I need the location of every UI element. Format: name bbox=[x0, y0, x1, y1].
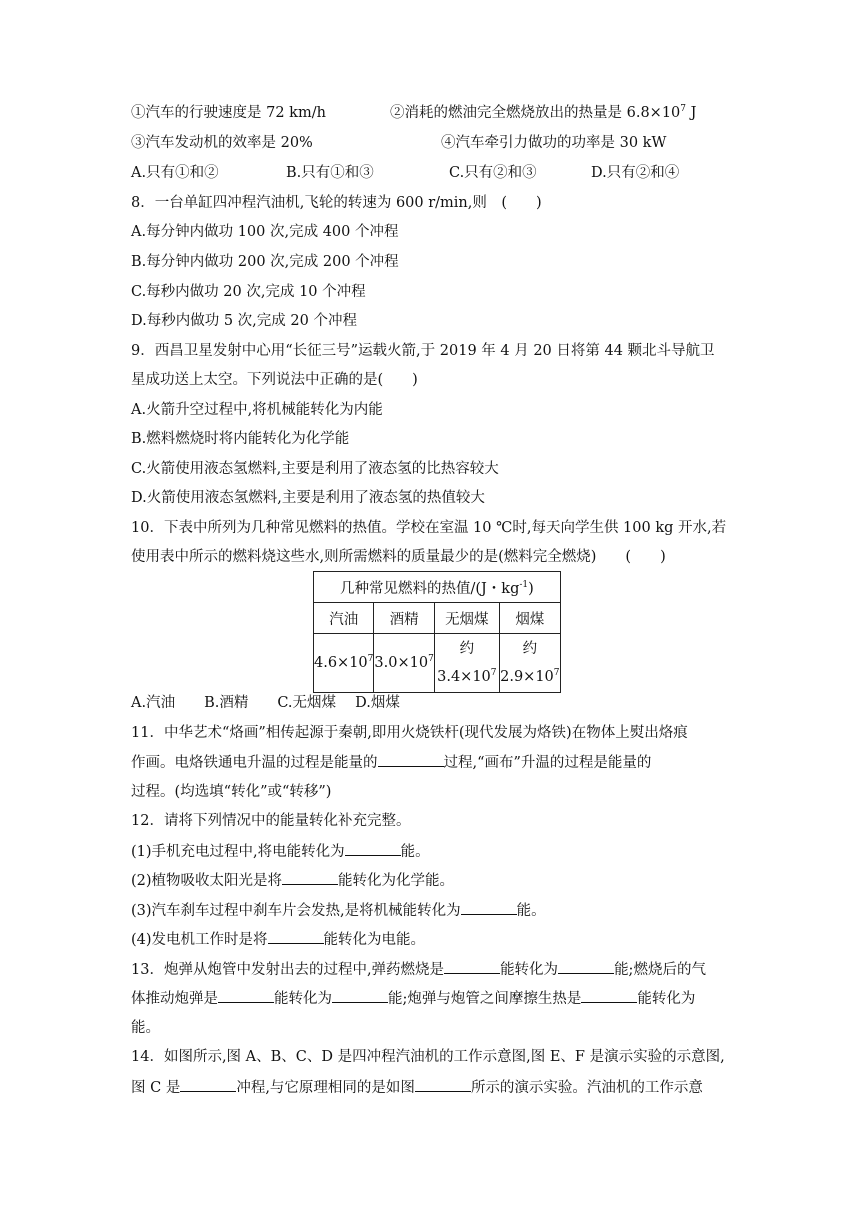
q7-option-2: ②消耗的燃油完全燃烧放出的热量是 $6.8\times 10^7$ J bbox=[390, 104, 697, 121]
answer-blank[interactable] bbox=[268, 929, 324, 944]
q9-choice-c: C.火箭使用液态氢燃料,主要是利用了液态氢的比热容较大 bbox=[131, 461, 499, 477]
table-header-alcohol: 酒精 bbox=[374, 603, 434, 634]
answer-blank[interactable] bbox=[218, 988, 274, 1003]
q10-stem-line2: 使用表中所示的燃料烧这些水,则所需燃料的质量最少的是(燃料完全燃烧) ( ) bbox=[131, 549, 666, 565]
q11-line3: 过程。(均选填“转化”或“转移”) bbox=[131, 784, 332, 800]
q8-choice-d: D.每秒内做功 5 次,完成 20 个冲程 bbox=[131, 313, 357, 329]
q12-part1: (1)手机充电过程中,将电能转化为 能。 bbox=[131, 841, 430, 862]
table-title: 几种常见燃料的热值/(J・$kg^{-1}$) bbox=[314, 572, 561, 603]
q9-choice-a: A.火箭升空过程中,将机械能转化为内能 bbox=[131, 402, 383, 418]
q7-choice-c: C.只有②和③ bbox=[449, 165, 537, 181]
q9-stem-line2: 星成功送上太空。下列说法中正确的是( ) bbox=[131, 372, 418, 388]
q8-choice-c: C.每秒内做功 20 次,完成 10 个冲程 bbox=[131, 284, 366, 300]
answer-blank[interactable] bbox=[345, 841, 401, 856]
q14-line1: 14．如图所示,图 A、B、C、D 是四冲程汽油机的工作示意图,图 E、F 是演示实验的示意图, bbox=[131, 1049, 725, 1065]
answer-blank[interactable] bbox=[558, 959, 614, 974]
answer-blank[interactable] bbox=[444, 959, 500, 974]
q10-stem-line1: 10．下表中所列为几种常见燃料的热值。学校在室温 10 ℃时,每天向学生供 100 kg 开水,若 bbox=[131, 520, 727, 536]
table-value-alcohol: $3.0\times 10^7$ bbox=[374, 634, 434, 693]
q7-choice-d: D.只有②和④ bbox=[591, 165, 680, 181]
table-value-anthracite: 约 $3.4\times 10^7$ bbox=[434, 634, 499, 693]
table-header-bituminous: 烟煤 bbox=[499, 603, 560, 634]
fuel-heat-value-table bbox=[313, 571, 561, 693]
q13-line3: 能。 bbox=[131, 1020, 160, 1036]
answer-blank[interactable] bbox=[180, 1077, 236, 1092]
q10-choices: A.汽油 B.酒精 C.无烟煤 D.烟煤 bbox=[131, 695, 400, 711]
q8-choice-b: B.每分钟内做功 200 次,完成 200 个冲程 bbox=[131, 254, 399, 270]
answer-blank[interactable] bbox=[415, 1077, 471, 1092]
table-value-bituminous: 约 $2.9\times 10^7$ bbox=[499, 634, 560, 693]
answer-blank[interactable] bbox=[461, 900, 517, 915]
q7-option-4: ④汽车牵引力做功的功率是 30 kW bbox=[441, 135, 667, 151]
table-header-gasoline: 汽油 bbox=[314, 603, 374, 634]
table-header-anthracite: 无烟煤 bbox=[434, 603, 499, 634]
q14-line2: 图 C 是 冲程,与它原理相同的是如图 所示的演示实验。汽油机的工作示意 bbox=[131, 1077, 703, 1098]
q12-stem: 12．请将下列情况中的能量转化补充完整。 bbox=[131, 813, 411, 829]
q11-line2: 作画。电烙铁通电升温的过程是能量的 过程,“画布”升温的过程是能量的 bbox=[131, 752, 651, 773]
q9-choice-b: B.燃料燃烧时将内能转化为化学能 bbox=[131, 431, 350, 447]
table-value-gasoline: $4.6\times 10^7$ bbox=[314, 634, 374, 693]
q11-line1: 11．中华艺术“烙画”相传起源于秦朝,即用火烧铁杆(现代发展为烙铁)在物体上熨出烙痕 bbox=[131, 725, 688, 741]
q7-option-1: ①汽车的行驶速度是 72 km/h bbox=[131, 105, 326, 121]
q9-stem-line1: 9．西昌卫星发射中心用“长征三号”运载火箭,于 2019 年 4 月 20 日将第 44 颗北斗导航卫 bbox=[131, 343, 715, 359]
answer-blank[interactable] bbox=[282, 870, 338, 885]
q9-choice-d: D.火箭使用液态氢燃料,主要是利用了液态氢的热值较大 bbox=[131, 490, 485, 506]
q12-part3: (3)汽车刹车过程中刹车片会发热,是将机械能转化为 能。 bbox=[131, 900, 546, 921]
q12-part4: (4)发电机工作时是将 能转化为电能。 bbox=[131, 929, 425, 950]
q7-choice-a: A.只有①和② bbox=[131, 165, 219, 181]
q8-stem: 8．一台单缸四冲程汽油机,飞轮的转速为 600 r/min,则 ( ) bbox=[131, 195, 542, 211]
q8-choice-a: A.每分钟内做功 100 次,完成 400 个冲程 bbox=[131, 224, 399, 240]
q13-line2: 体推动炮弹是 能转化为 能;炮弹与炮管之间摩擦生热是 能转化为 bbox=[131, 988, 695, 1009]
q7-choice-b: B.只有①和③ bbox=[286, 165, 374, 181]
answer-blank[interactable] bbox=[581, 988, 637, 1003]
q12-part2: (2)植物吸收太阳光是将 能转化为化学能。 bbox=[131, 870, 454, 891]
q7-option-3: ③汽车发动机的效率是 20% bbox=[131, 135, 313, 151]
q13-line1: 13．炮弹从炮管中发射出去的过程中,弹药燃烧是 能转化为 能;燃烧后的气 bbox=[131, 959, 706, 980]
answer-blank[interactable] bbox=[378, 752, 444, 767]
answer-blank[interactable] bbox=[332, 988, 388, 1003]
